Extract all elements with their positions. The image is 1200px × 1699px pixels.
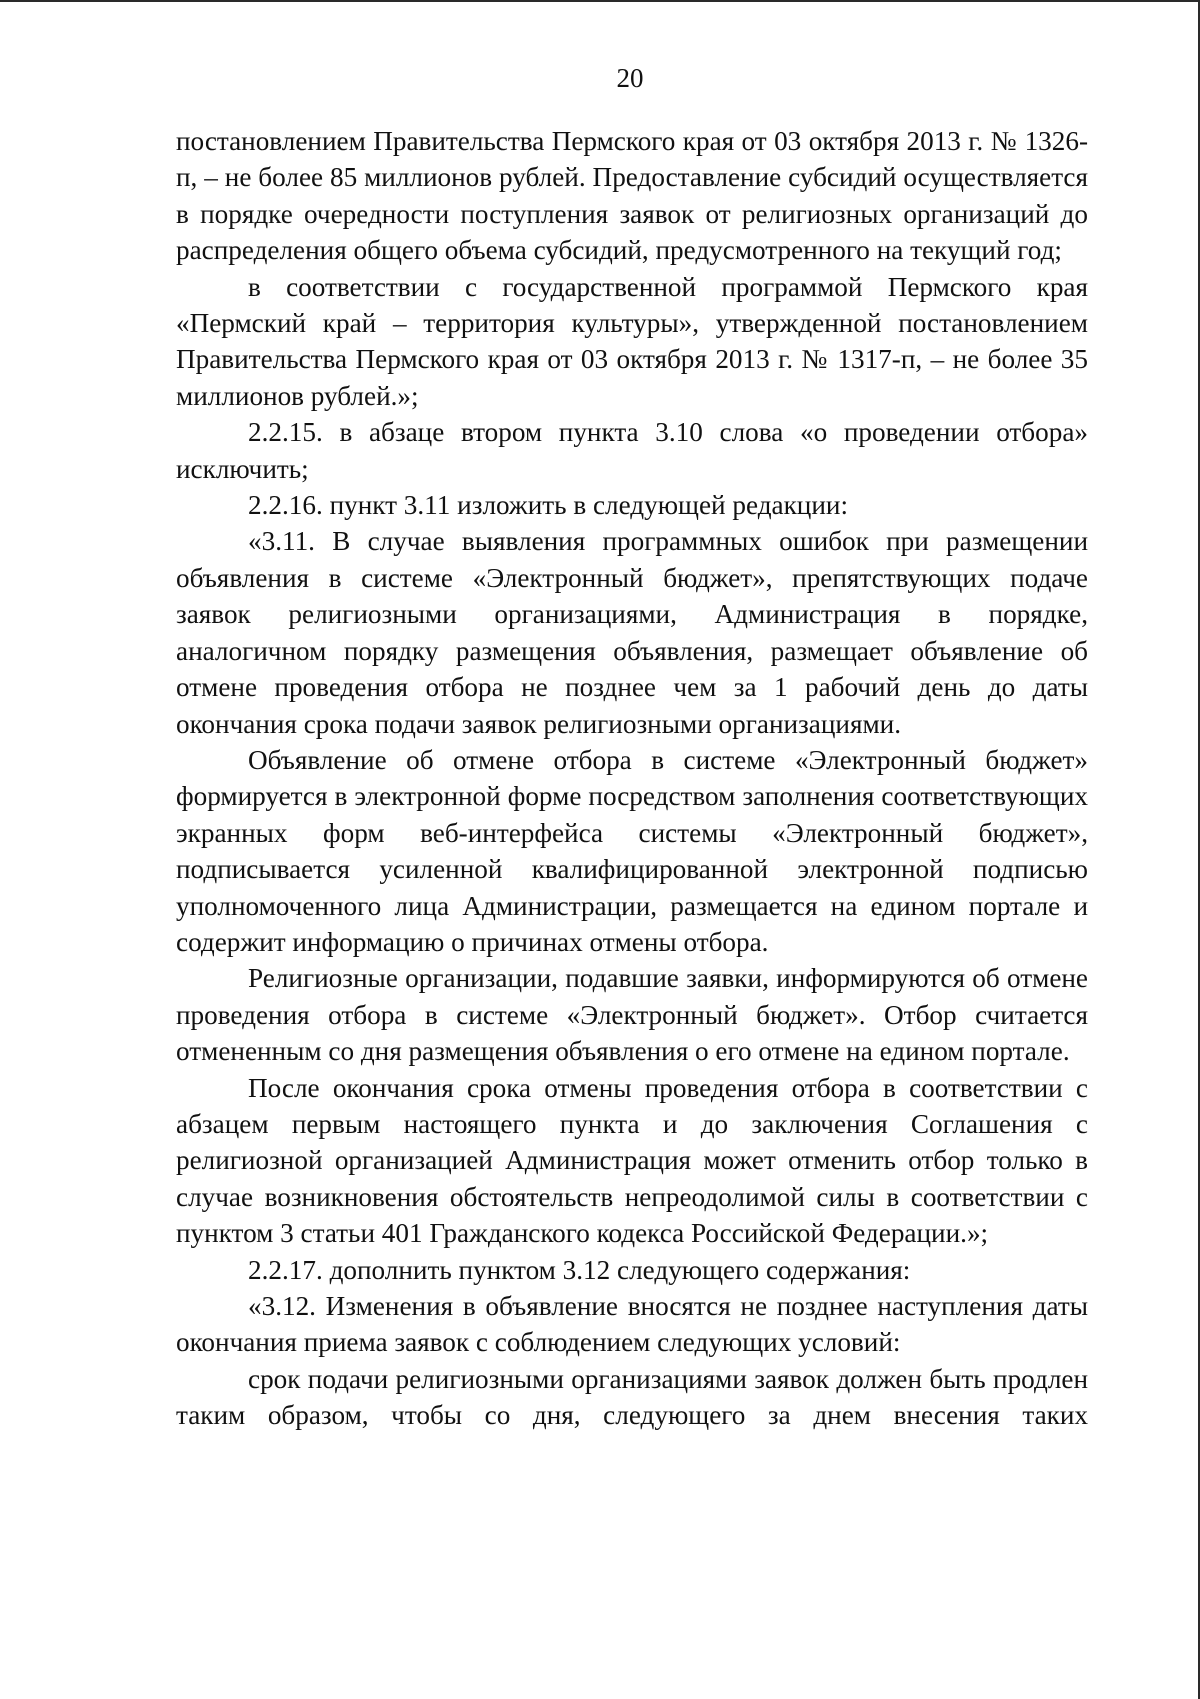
paragraph-deadline-extension: срок подачи религиозными организациями заявок должен быть продлен таким образом, чтобы со дня, следующего за днем внесения таких: [176, 1363, 1088, 1431]
document-body: [176, 123, 1088, 1434]
page-number: 20: [616, 63, 644, 93]
paragraph-3-11: «3.11. В случае выявления программных ошибок при размещении объявления в системе «Электронный бюджет», препятствующих подаче заявок религиозными организациями, Администрация в порядке, аналогичном порядку размещения объявления, размещает объявление об отмене проведения отбора не позднее чем за 1 рабочий день до даты окончания срока подачи заявок религиозными организациями.: [176, 526, 1088, 739]
paragraph-cancellation-notice: Объявление об отмене отбора в системе «Электронный бюджет» формируется в электронной форме посредством заполнения соответствующих экранных форм веб-интерфейса системы «Электронный бюджет», подписывается усиленной квалифицированной электронной подписью уполномоченного лица Администрации, размещается на едином портале и содержит информацию о причинах отмены отбора.: [176, 744, 1088, 957]
paragraph-2-2-16: 2.2.16. пункт 3.11 изложить в следующей редакции:: [248, 490, 849, 521]
paragraph-1: постановлением Правительства Пермского края от 03 октября 2013 г. № 1326-п, – не более 85 миллионов рублей. Предоставление субсидий осуществляется в порядке очередности поступления заявок от религиозных организаций до распределения общего объема субсидий, предусмотренного на текущий год;: [176, 126, 1088, 266]
paragraph-2-2-17: 2.2.17. дополнить пунктом 3.12 следующего содержания:: [248, 1254, 911, 1285]
paragraph-2: в соответствии с государственной программой Пермского края «Пермский край – территория культуры», утвержденной постановлением Правительства Пермского края от 03 октября 2013 г. № 1317-п, – не более 35 миллионов рублей.»;: [176, 271, 1088, 411]
scan-border-top: [0, 0, 1200, 2]
paragraph-2-2-15: 2.2.15. в абзаце втором пункта 3.10 слова «о проведении отбора» исключить;: [176, 417, 1088, 484]
paragraph-force-majeure: После окончания срока отмены проведения отбора в соответствии с абзацем первым настоящего пункта и до заключения Соглашения с религиозной организацией Администрация может отменить отбор только в случае возникновения обстоятельств непреодолимой силы в соответствии с пунктом 3 статьи 401 Гражданского кодекса Российской Федерации.»;: [176, 1072, 1088, 1249]
paragraph-3-12: «3.12. Изменения в объявление вносятся не позднее наступления даты окончания приема заявок с соблюдением следующих условий:: [176, 1291, 1088, 1358]
paragraph-organizations-informed: Религиозные организации, подавшие заявки, информируются об отмене проведения отбора в системе «Электронный бюджет». Отбор считается отмененным со дня размещения объявления о его отмене на едином портале.: [176, 963, 1088, 1067]
